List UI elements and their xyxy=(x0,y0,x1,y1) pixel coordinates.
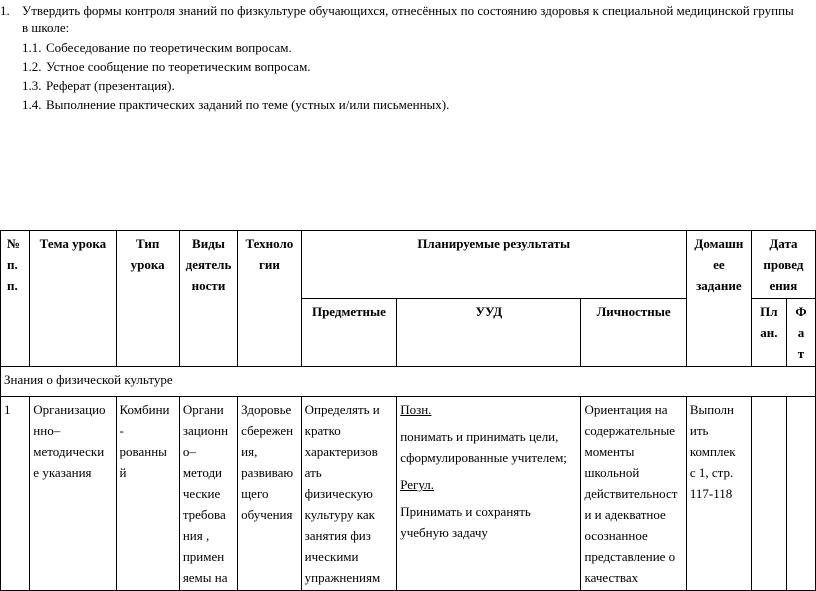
header-technology: Техноло гии xyxy=(238,231,301,367)
header-plan: Пл ан. xyxy=(751,299,786,367)
header-activity: Виды деятель ности xyxy=(179,231,237,367)
row-topic: Организацио нно– методически е указания xyxy=(30,397,116,591)
lesson-plan-table xyxy=(0,230,816,591)
intro-heading-line2: в школе: xyxy=(22,20,70,35)
table-row xyxy=(1,397,816,591)
intro-subitem: 1.1. Собеседование по теоретическим вопросам. xyxy=(22,40,292,55)
uud-regulatory-label: Регул. xyxy=(400,477,435,492)
header-subject-results: Предметные xyxy=(301,299,397,367)
uud-cognitive-label: Позн. xyxy=(400,402,432,417)
header-type: Тип урока xyxy=(116,231,179,367)
intro-subitem: 1.2. Устное сообщение по теоретическим вопросам. xyxy=(22,59,311,74)
header-homework: Домашн ее задание xyxy=(686,231,751,367)
header-personal-results: Личностные xyxy=(581,299,686,367)
row-technology: Здоровье сбережен ия, развиваю щего обучения xyxy=(238,397,301,591)
header-planned-results: Планируемые результаты xyxy=(301,231,686,299)
section-row xyxy=(1,367,816,397)
header-num: № п. п. xyxy=(1,231,30,367)
header-date: Дата провед ения xyxy=(751,231,815,299)
row-type: Комбини - рованны й xyxy=(116,397,179,591)
row-fact-date xyxy=(786,397,815,591)
header-row-1 xyxy=(1,231,816,299)
intro-subitem: 1.3. Реферат (презентация). xyxy=(22,78,175,93)
row-subject-results: Определять и кратко характеризов ать физическую культуру как занятия физ ическими упражнениям xyxy=(301,397,397,591)
section-title: Знания о физической культуре xyxy=(1,367,816,397)
row-activity: Органи зационн о– методи ческие требова ния , примен яемы на xyxy=(179,397,237,591)
row-personal-results: Ориентация на содержательные моменты школьной действительност и и адекватное осознанное представление о качествах xyxy=(581,397,686,591)
intro-item-number: 1. xyxy=(0,3,10,18)
row-uud: Позн. понимать и принимать цели, сформулированные учителем; Регул. Принимать и сохранять учебную задачу xyxy=(397,397,581,591)
row-num: 1 xyxy=(1,397,30,591)
intro-heading-line1: 1. Утвердить формы контроля знаний по физкультуре обучающихся, отнесённых по состоянию здоровья к специальной медицинской группы xyxy=(0,3,794,18)
header-topic: Тема урока xyxy=(30,231,116,367)
row-plan-date xyxy=(751,397,786,591)
header-fact: Ф а т xyxy=(786,299,815,367)
row-homework: Выполн ить комплек с 1, стр. 117-118 xyxy=(686,397,751,591)
intro-subitem: 1.4. Выполнение практических заданий по теме (устных и/или письменных). xyxy=(22,97,450,112)
header-uud: УУД xyxy=(397,299,581,367)
